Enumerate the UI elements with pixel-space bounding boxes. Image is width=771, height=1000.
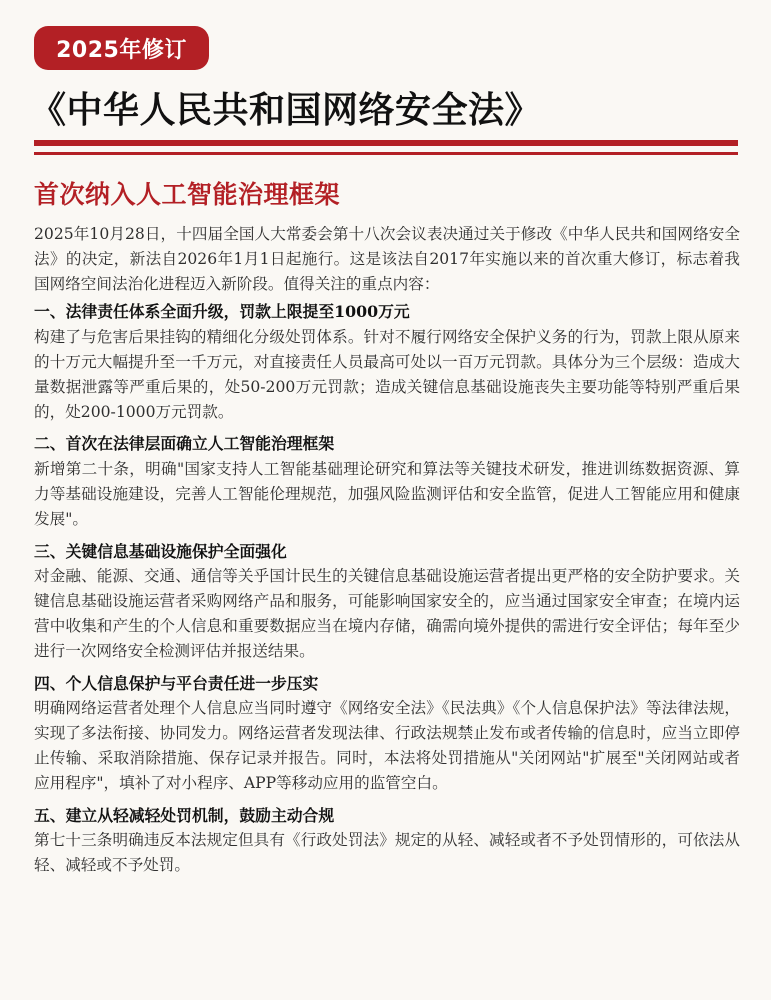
title-divider-thin — [34, 152, 738, 155]
point-body: 构建了与危害后果挂钩的精细化分级处罚体系。针对不履行网络安全保护义务的行为，罚款上限从原来的十万元大幅提升至一千万元，对直接责任人员最高可处以一百万元罚款。具体分为三个层级：造成大量数据泄露等严重后果的，处50-200万元罚款；造成关键信息基础设施丧失主要功能等特别严重后果的，处200-1000万元罚款。 — [34, 328, 740, 421]
revision-badge: 2025年修订 — [34, 26, 209, 70]
section-heading: 首次纳入人工智能治理框架 — [34, 180, 341, 209]
point-title: 二、首次在法律层面确立人工智能治理框架 — [34, 434, 335, 454]
point-title: 一、法律责任体系全面升级，罚款上限提至1000万元 — [34, 302, 410, 322]
point-body: 新增第二十条，明确"国家支持人工智能基础理论研究和算法等关键技术研发，推进训练数据资源、算力等基础设施建设，完善人工智能伦理规范，加强风险监测评估和安全监管，促进人工智能应用和健康发展"。 — [34, 460, 740, 528]
point-5 — [34, 804, 740, 878]
point-1 — [34, 300, 740, 424]
intro-paragraph: 2025年10月28日，十四届全国人大常委会第十八次会议表决通过关于修改《中华人民共和国网络安全法》的决定，新法自2026年1月1日起施行。这是该法自2017年实施以来的首次重大修订，标志着我国网络空间法治化进程迈入新阶段。值得关注的重点内容： — [34, 225, 740, 293]
point-title: 三、关键信息基础设施保护全面强化 — [34, 541, 287, 561]
point-title: 四、个人信息保护与平台责任进一步压实 — [34, 673, 319, 693]
point-body: 对金融、能源、交通、通信等关乎国计民生的关键信息基础设施运营者提出更严格的安全防护要求。关键信息基础设施运营者采购网络产品和服务，可能影响国家安全的，应当通过国家安全审查；在境内运营中收集和产生的个人信息和重要数据应当在境内存储，确需向境外提供的需进行安全评估；每年至少进行一次网络安全检测评估并报送结果。 — [34, 567, 740, 660]
page-title: 《中华人民共和国网络安全法》 — [30, 89, 542, 131]
point-2 — [34, 432, 740, 531]
article-body — [34, 222, 740, 878]
point-3 — [34, 540, 740, 664]
point-body: 明确网络运营者处理个人信息应当同时遵守《网络安全法》《民法典》《个人信息保护法》等法律法规，实现了多法衔接、协同发力。网络运营者发现法律、行政法规禁止发布或者传输的信息时，应当立即停止传输、采取消除措施、保存记录并报告。同时，本法将处罚措施从"关闭网站"扩展至"关闭网站或者应用程序"，填补了对小程序、APP等移动应用的监管空白。 — [34, 699, 740, 792]
point-4 — [34, 672, 740, 796]
title-divider-thick — [34, 140, 738, 146]
point-title: 五、建立从轻减轻处罚机制，鼓励主动合规 — [34, 805, 335, 825]
point-body: 第七十三条明确违反本法规定但具有《行政处罚法》规定的从轻、减轻或者不予处罚情形的，可依法从轻、减轻或不予处罚。 — [34, 831, 740, 875]
